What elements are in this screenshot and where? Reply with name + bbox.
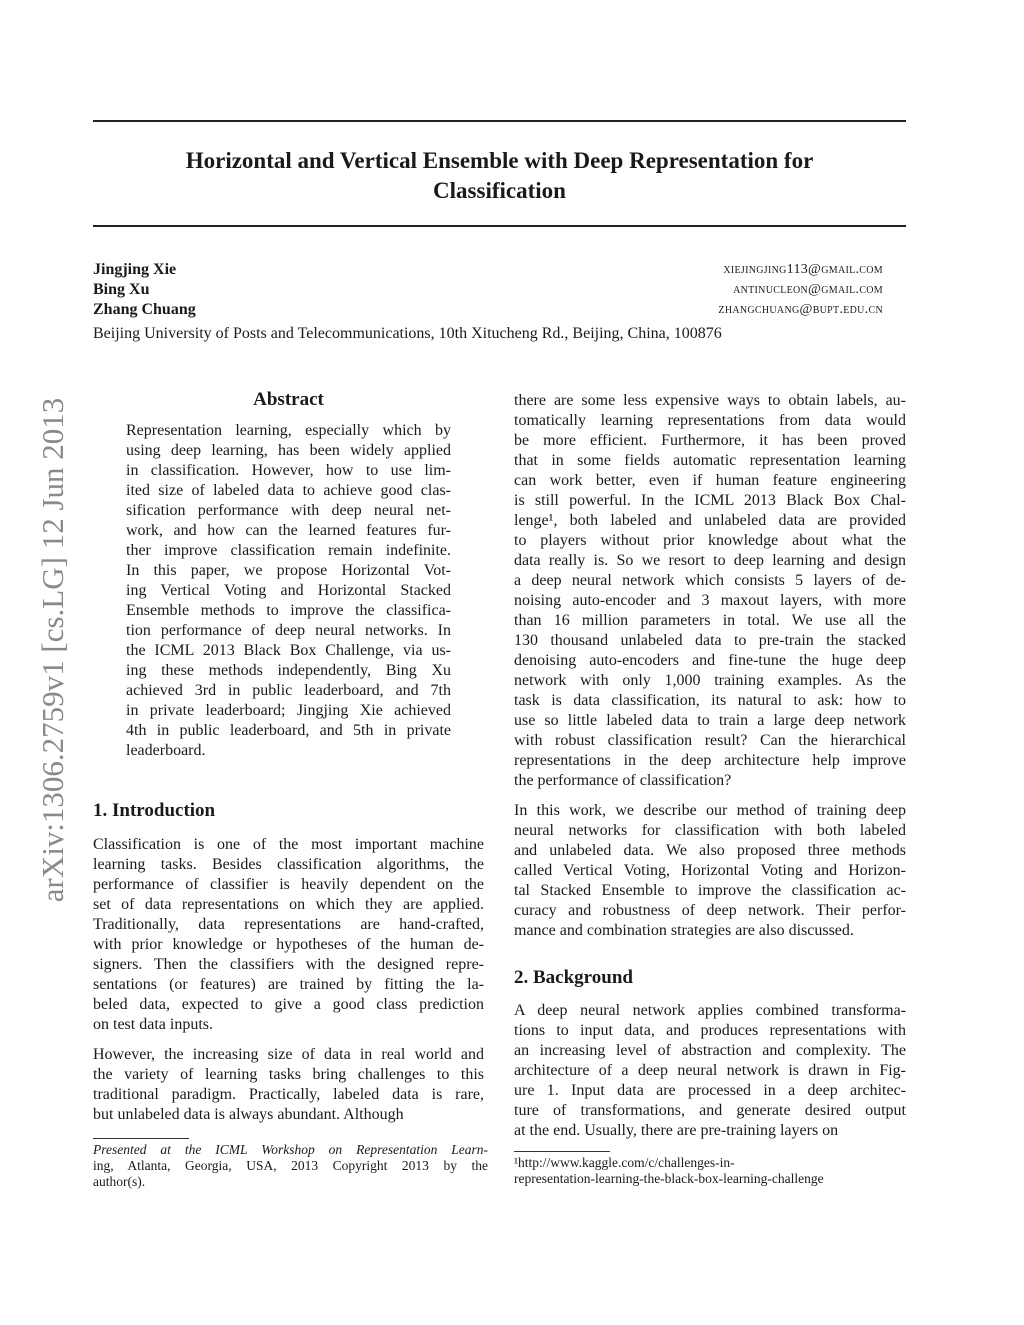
text-line: mance and combination strategies are also discussed. <box>514 922 854 939</box>
introduction-heading: 1. Introduction <box>93 800 216 821</box>
author-email: antinucleon@gmail.com <box>733 282 883 297</box>
text-line: In this paper, we propose Horizontal Vot- <box>126 562 451 579</box>
author-email: zhangchuang@bupt.edu.cn <box>718 302 883 317</box>
text-line: ture of transformations, and generate desired output <box>514 1102 906 1119</box>
text-line: in private leaderboard; Jingjing Xie achieved <box>126 702 451 719</box>
text-line: to players without prior knowledge about what the <box>514 532 906 549</box>
text-line: tal Stacked Ensemble to improve the classification ac- <box>514 882 906 899</box>
url-footnote <box>514 1155 906 1187</box>
right-paragraph <box>514 801 906 941</box>
author-block <box>93 260 883 344</box>
text-line: but unlabeled data is always abundant. Although <box>93 1106 404 1123</box>
text-line: achieved 3rd in public leaderboard, and 7th <box>126 682 451 699</box>
text-line: A deep neural network applies combined transforma- <box>514 1002 906 1019</box>
text-line: use so little labeled data to train a large deep network <box>514 712 906 729</box>
text-line: sification performance with deep neural net- <box>126 502 451 519</box>
author-row <box>93 300 883 320</box>
text-line: In this work, we describe our method of training deep <box>514 802 906 819</box>
text-line: be more efficient. Furthermore, it has been proved <box>514 432 906 449</box>
text-line: and unlabeled data. We also proposed three methods <box>514 842 906 859</box>
text-line: 130 thousand unlabeled data to pre-train the stacked <box>514 632 906 649</box>
footnote-rule <box>93 1138 189 1139</box>
text-line: can work better, even if human feature engineering <box>514 472 906 489</box>
text-line: with robust classification result? Can the hierarchical <box>514 732 906 749</box>
venue-footnote <box>93 1142 488 1190</box>
text-line: Representation learning, especially which by <box>126 422 451 439</box>
text-line: is still powerful. In the ICML 2013 Black Box Chal- <box>514 492 906 509</box>
text-line: an increasing level of abstraction and complexity. The <box>514 1042 906 1059</box>
text-line: lenge¹, both labeled and unlabeled data are provided <box>514 512 906 529</box>
author-name: Zhang Chuang <box>93 301 196 318</box>
text-line: the variety of learning tasks bring challenges to this <box>93 1066 484 1083</box>
abstract-heading: Abstract <box>253 389 324 410</box>
text-line: with prior knowledge or hypotheses of the human de- <box>93 936 484 953</box>
text-line: tomatically learning representations from data would <box>514 412 906 429</box>
text-line: curacy and robustness of deep network. Their perfor- <box>514 902 906 919</box>
text-line: data really is. So we resort to deep learning and design <box>514 552 906 569</box>
text-line: network with only 1,000 training examples. As the <box>514 672 906 689</box>
text-line: noising auto-encoder and 3 maxout layers, with more <box>514 592 906 609</box>
footnote-line[interactable]: ¹http://www.kaggle.com/c/challenges-in- <box>514 1155 735 1170</box>
footnote-line[interactable]: representation-learning-the-black-box-learning-challenge <box>514 1171 824 1186</box>
text-line: than 16 million parameters in total. We use all the <box>514 612 906 629</box>
right-paragraph <box>514 391 906 791</box>
text-line: Ensemble methods to improve the classifica- <box>126 602 451 619</box>
text-line: signers. Then the classifiers with the designed repre- <box>93 956 484 973</box>
text-line: on test data inputs. <box>93 1016 213 1033</box>
paper-title <box>93 146 906 206</box>
arxiv-identifier-stamp: arXiv:1306.2759v1 [cs.LG] 12 Jun 2013 <box>35 397 70 903</box>
text-line: representations in the deep architecture help improve <box>514 752 906 769</box>
introduction-paragraph <box>93 835 484 1035</box>
footnote-text: ing, Atlanta, Georgia, USA, 2013 Copyright 2013 by the <box>93 1158 488 1173</box>
text-line: tion performance of deep neural networks. In <box>126 622 451 639</box>
text-line: ing these methods independently, Bing Xu <box>126 662 451 679</box>
text-line: architecture of a deep neural network is drawn in Fig- <box>514 1062 906 1079</box>
footnote-rule <box>514 1151 610 1152</box>
text-line: sentations (or features) are trained by fitting the la- <box>93 976 484 993</box>
text-line: a deep neural network which consists 5 layers of de- <box>514 572 906 589</box>
text-line: that in some fields automatic representation learning <box>514 452 906 469</box>
text-line: the ICML 2013 Black Box Challenge, via us- <box>126 642 451 659</box>
text-line: denoising auto-encoders and fine-tune the huge deep <box>514 652 906 669</box>
text-line: work, and how can the learned features fur- <box>126 522 451 539</box>
text-line: ure 1. Input data are processed in a deep architec- <box>514 1082 906 1099</box>
title-line: Horizontal and Vertical Ensemble with Deep Representation for <box>185 148 814 173</box>
text-line: beled data, expected to give a good class prediction <box>93 996 484 1013</box>
title-rule-bottom <box>93 225 906 227</box>
author-row <box>93 280 883 300</box>
author-name: Bing Xu <box>93 281 150 298</box>
text-line: at the end. Usually, there are pre-training layers on <box>514 1122 839 1139</box>
title-line: Classification <box>433 178 566 203</box>
affiliation: Beijing University of Posts and Telecommunications, 10th Xitucheng Rd., Beijing, China, 100876 <box>93 325 722 342</box>
text-line: called Vertical Voting, Horizontal Voting and Horizon- <box>514 862 906 879</box>
text-line: in classification. However, how to use lim- <box>126 462 451 479</box>
text-line: Traditionally, data representations are hand-crafted, <box>93 916 484 933</box>
text-line: ing Vertical Voting and Horizontal Stacked <box>126 582 451 599</box>
text-line: there are some less expensive ways to obtain labels, au- <box>514 392 906 409</box>
text-line: neural networks for classification with both labeled <box>514 822 906 839</box>
author-email: xiejingjing113@gmail.com <box>723 262 883 277</box>
abstract-body <box>126 421 451 761</box>
footnote-text: Presented at the ICML Workshop on Representation Learn- <box>93 1142 488 1157</box>
author-row <box>93 260 883 280</box>
text-line: performance of classifier is heavily dependent on the <box>93 876 484 893</box>
text-line: traditional paradigm. Practically, labeled data is rare, <box>93 1086 484 1103</box>
text-line: ther improve classification remain indefinite. <box>126 542 451 559</box>
text-line: Classification is one of the most important machine <box>93 836 484 853</box>
background-paragraph <box>514 1001 906 1141</box>
author-name: Jingjing Xie <box>93 261 177 278</box>
text-line: However, the increasing size of data in real world and <box>93 1046 484 1063</box>
title-rule-top <box>93 120 906 122</box>
text-line: ited size of labeled data to achieve good clas- <box>126 482 451 499</box>
text-line: task is data classification, its natural to ask: how to <box>514 692 906 709</box>
text-line: set of data representations on which they are applied. <box>93 896 484 913</box>
introduction-paragraph <box>93 1045 484 1125</box>
text-line: using deep learning, has been widely applied <box>126 442 451 459</box>
background-heading: 2. Background <box>514 967 633 988</box>
text-line: learning tasks. Besides classification algorithms, the <box>93 856 484 873</box>
footnote-line <box>93 1158 488 1174</box>
text-line: 4th in public leaderboard, and 5th in private <box>126 722 451 739</box>
text-line: tions to input data, and produces representations with <box>514 1022 906 1039</box>
text-line: the performance of classification? <box>514 772 732 789</box>
text-line: leaderboard. <box>126 742 206 759</box>
footnote-line: author(s). <box>93 1174 146 1189</box>
footnote-line <box>93 1142 488 1158</box>
